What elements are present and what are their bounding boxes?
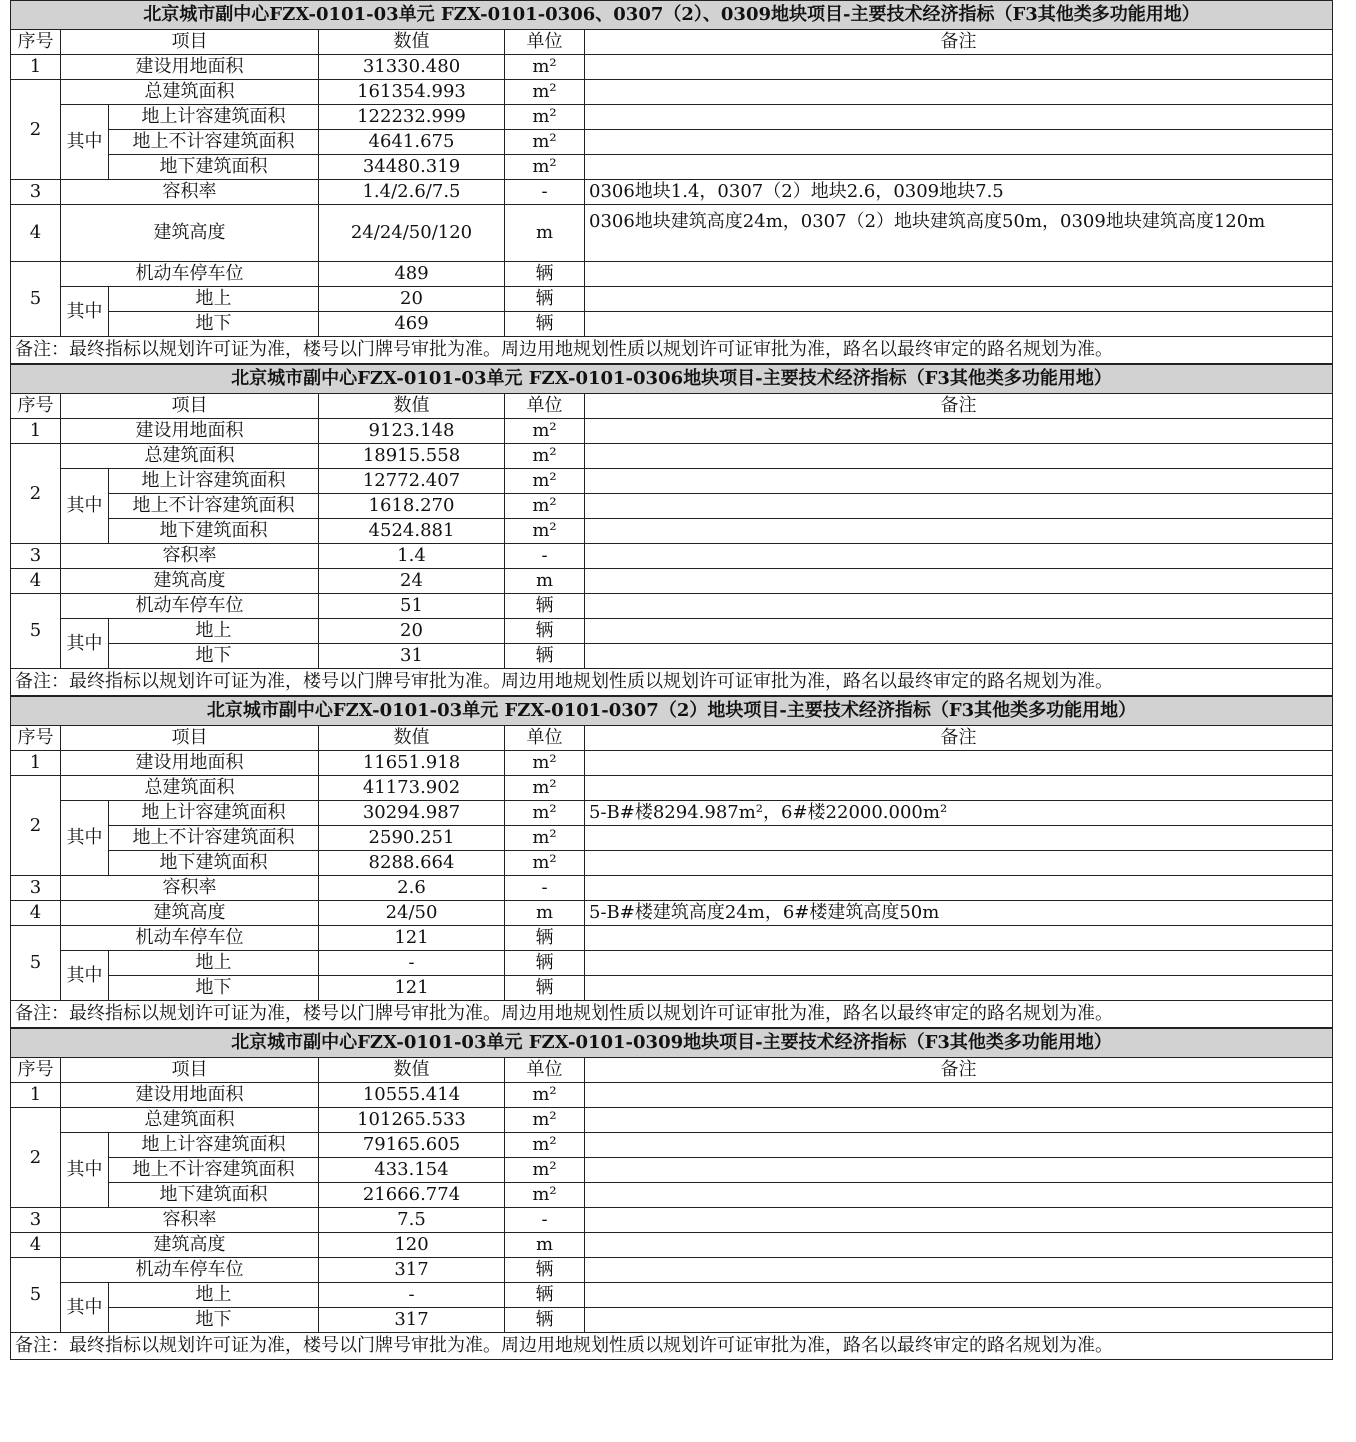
table-row [11,1133,1333,1158]
row-value: 120 [319,1233,505,1258]
row-remark: 5-B#楼8294.987m²，6#楼22000.000m² [585,801,1333,826]
row-unit: m [505,569,585,594]
row-remark [585,312,1333,337]
table-row [11,262,1333,287]
row-item: 地下建筑面积 [109,851,319,876]
row-value: 121 [319,976,505,1001]
header-unit: 单位 [505,394,585,419]
header-seq: 序号 [11,1058,61,1083]
row-unit: m² [505,105,585,130]
row-item: 地上不计容建筑面积 [109,826,319,851]
row-remark [585,1133,1333,1158]
row-unit: 辆 [505,262,585,287]
table-row [11,851,1333,876]
table-row [11,1158,1333,1183]
row-seq: 1 [11,751,61,776]
row-item: 总建筑面积 [61,80,319,105]
row-seq: 3 [11,180,61,205]
row-item: 地下 [109,312,319,337]
header-seq: 序号 [11,30,61,55]
row-unit: m [505,1233,585,1258]
row-unit: 辆 [505,976,585,1001]
row-value: 1618.270 [319,494,505,519]
row-value: 489 [319,262,505,287]
row-unit: 辆 [505,1283,585,1308]
row-remark [585,1108,1333,1133]
row-seq: 4 [11,1233,61,1258]
row-item: 地上计容建筑面积 [109,1133,319,1158]
table-row [11,287,1333,312]
row-item: 地上 [109,1283,319,1308]
row-item: 机动车停车位 [61,262,319,287]
row-unit: m² [505,1133,585,1158]
row-seq: 2 [11,1108,61,1208]
table-row [11,926,1333,951]
row-remark: 0306地块建筑高度24m，0307（2）地块建筑高度50m，0309地块建筑高度120m [585,205,1333,262]
row-unit: m² [505,776,585,801]
row-unit: m² [505,80,585,105]
row-value: 11651.918 [319,751,505,776]
table-row [11,1283,1333,1308]
row-remark [585,155,1333,180]
table-row [11,619,1333,644]
row-unit: 辆 [505,619,585,644]
row-unit: m² [505,826,585,851]
table-title: 北京城市副中心FZX-0101-03单元 FZX-0101-0306地块项目-主要技术经济指标（F3其他类多功能用地） [11,365,1333,394]
row-remark [585,926,1333,951]
row-item: 地下建筑面积 [109,519,319,544]
row-remark [585,776,1333,801]
table-row [11,751,1333,776]
row-remark [585,1083,1333,1108]
row-seq: 1 [11,55,61,80]
row-value: 31 [319,644,505,669]
table-row [11,1208,1333,1233]
row-value: 24/50 [319,901,505,926]
row-item: 地上 [109,951,319,976]
header-item: 项目 [61,726,319,751]
table-title: 北京城市副中心FZX-0101-03单元 FZX-0101-0306、0307（2）、0309地块项目-主要技术经济指标（F3其他类多功能用地） [11,1,1333,30]
row-remark [585,1308,1333,1333]
header-seq: 序号 [11,394,61,419]
row-remark [585,751,1333,776]
table-title: 北京城市副中心FZX-0101-03单元 FZX-0101-0307（2）地块项目-主要技术经济指标（F3其他类多功能用地） [11,697,1333,726]
header-value: 数值 [319,30,505,55]
header-value: 数值 [319,394,505,419]
table-row [11,1083,1333,1108]
document-page [10,0,1346,1360]
of-which-label: 其中 [61,801,109,876]
of-which-label: 其中 [61,619,109,669]
row-remark [585,469,1333,494]
header-unit: 单位 [505,726,585,751]
header-seq: 序号 [11,726,61,751]
row-value: 4641.675 [319,130,505,155]
row-seq: 5 [11,262,61,337]
row-seq: 3 [11,1208,61,1233]
row-value: 31330.480 [319,55,505,80]
row-unit: m² [505,1083,585,1108]
row-unit: - [505,1208,585,1233]
header-unit: 单位 [505,30,585,55]
table-row [11,1258,1333,1283]
table-row [11,594,1333,619]
header-remark: 备注 [585,394,1333,419]
row-item: 建筑高度 [61,569,319,594]
table-row [11,569,1333,594]
row-unit: m² [505,444,585,469]
header-item: 项目 [61,1058,319,1083]
row-remark [585,544,1333,569]
table-note: 备注：最终指标以规划许可证为准，楼号以门牌号审批为准。周边用地规划性质以规划许可证审批为准，路名以最终审定的路名规划为准。 [11,1333,1333,1360]
table-row [11,444,1333,469]
row-unit: m² [505,1108,585,1133]
row-remark [585,1283,1333,1308]
row-item: 建筑高度 [61,205,319,262]
of-which-label: 其中 [61,105,109,180]
row-remark [585,1208,1333,1233]
row-seq: 4 [11,205,61,262]
row-unit: m² [505,751,585,776]
indicator-table-0307 [10,696,1333,1028]
row-unit: m [505,205,585,262]
row-unit: m² [505,494,585,519]
row-remark [585,1158,1333,1183]
table-row [11,644,1333,669]
row-unit: m² [505,55,585,80]
row-remark [585,444,1333,469]
table-row [11,80,1333,105]
row-value: 30294.987 [319,801,505,826]
row-unit: m² [505,130,585,155]
row-item: 机动车停车位 [61,1258,319,1283]
row-value: 10555.414 [319,1083,505,1108]
table-row [11,205,1333,262]
row-remark [585,287,1333,312]
indicator-table-0306 [10,364,1333,696]
row-value: 2.6 [319,876,505,901]
row-remark [585,876,1333,901]
header-remark: 备注 [585,1058,1333,1083]
header-item: 项目 [61,394,319,419]
row-remark [585,494,1333,519]
row-value: 21666.774 [319,1183,505,1208]
row-seq: 3 [11,876,61,901]
table-row [11,951,1333,976]
row-value: 7.5 [319,1208,505,1233]
table-note: 备注：最终指标以规划许可证为准，楼号以门牌号审批为准。周边用地规划性质以规划许可证审批为准，路名以最终审定的路名规划为准。 [11,337,1333,364]
row-value: 18915.558 [319,444,505,469]
row-remark [585,826,1333,851]
row-unit: - [505,876,585,901]
row-seq: 2 [11,80,61,180]
row-unit: - [505,544,585,569]
row-item: 建设用地面积 [61,55,319,80]
row-value: 4524.881 [319,519,505,544]
row-value: 433.154 [319,1158,505,1183]
row-remark [585,1258,1333,1283]
table-row [11,876,1333,901]
row-item: 地下建筑面积 [109,155,319,180]
of-which-label: 其中 [61,1133,109,1208]
header-remark: 备注 [585,726,1333,751]
row-remark [585,1183,1333,1208]
table-row [11,544,1333,569]
row-remark: 5-B#楼建筑高度24m，6#楼建筑高度50m [585,901,1333,926]
table-row [11,1183,1333,1208]
row-value: 9123.148 [319,419,505,444]
header-value: 数值 [319,1058,505,1083]
row-value: 20 [319,619,505,644]
row-seq: 4 [11,569,61,594]
row-remark [585,130,1333,155]
table-row [11,55,1333,80]
row-seq: 1 [11,1083,61,1108]
row-remark [585,80,1333,105]
row-item: 机动车停车位 [61,594,319,619]
table-row [11,494,1333,519]
row-item: 地上不计容建筑面积 [109,494,319,519]
row-value: 12772.407 [319,469,505,494]
row-item: 地上计容建筑面积 [109,801,319,826]
row-remark [585,851,1333,876]
indicator-table-0309 [10,1028,1333,1360]
row-item: 总建筑面积 [61,444,319,469]
row-remark: 0306地块1.4，0307（2）地块2.6，0309地块7.5 [585,180,1333,205]
row-item: 地上计容建筑面积 [109,105,319,130]
row-item: 地下 [109,976,319,1001]
row-unit: m² [505,419,585,444]
table-row [11,419,1333,444]
row-seq: 5 [11,926,61,1001]
row-item: 总建筑面积 [61,1108,319,1133]
row-value: 1.4/2.6/7.5 [319,180,505,205]
header-unit: 单位 [505,1058,585,1083]
table-row [11,519,1333,544]
of-which-label: 其中 [61,951,109,1001]
table-row [11,1308,1333,1333]
row-value: 24/24/50/120 [319,205,505,262]
table-note: 备注：最终指标以规划许可证为准，楼号以门牌号审批为准。周边用地规划性质以规划许可证审批为准，路名以最终审定的路名规划为准。 [11,1001,1333,1028]
table-row [11,312,1333,337]
table-note: 备注：最终指标以规划许可证为准，楼号以门牌号审批为准。周边用地规划性质以规划许可证审批为准，路名以最终审定的路名规划为准。 [11,669,1333,696]
row-item: 容积率 [61,180,319,205]
row-remark [585,976,1333,1001]
row-item: 地下建筑面积 [109,1183,319,1208]
row-item: 地下 [109,1308,319,1333]
row-item: 地上 [109,287,319,312]
table-row [11,776,1333,801]
table-row [11,901,1333,926]
row-unit: m² [505,469,585,494]
row-value: - [319,1283,505,1308]
row-unit: - [505,180,585,205]
indicator-table-combined [10,0,1333,364]
row-item: 地上不计容建筑面积 [109,1158,319,1183]
row-unit: m² [505,801,585,826]
row-unit: 辆 [505,312,585,337]
row-value: 79165.605 [319,1133,505,1158]
table-row [11,826,1333,851]
row-item: 机动车停车位 [61,926,319,951]
row-unit: m² [505,519,585,544]
row-value: 317 [319,1308,505,1333]
row-item: 地下 [109,644,319,669]
row-item: 建设用地面积 [61,419,319,444]
row-value: 20 [319,287,505,312]
row-remark [585,619,1333,644]
row-remark [585,951,1333,976]
row-unit: 辆 [505,926,585,951]
row-remark [585,105,1333,130]
row-value: - [319,951,505,976]
row-remark [585,519,1333,544]
row-item: 容积率 [61,876,319,901]
row-value: 2590.251 [319,826,505,851]
row-unit: m² [505,1158,585,1183]
row-unit: 辆 [505,951,585,976]
row-unit: m² [505,155,585,180]
row-unit: m² [505,851,585,876]
row-value: 161354.993 [319,80,505,105]
row-remark [585,262,1333,287]
row-item: 建筑高度 [61,1233,319,1258]
table-row [11,1108,1333,1133]
row-seq: 5 [11,1258,61,1333]
row-seq: 2 [11,776,61,876]
table-row [11,469,1333,494]
table-row [11,180,1333,205]
row-value: 1.4 [319,544,505,569]
row-item: 建设用地面积 [61,751,319,776]
table-row [11,105,1333,130]
row-unit: 辆 [505,287,585,312]
row-seq: 2 [11,444,61,544]
table-row [11,1233,1333,1258]
row-item: 容积率 [61,1208,319,1233]
row-remark [585,55,1333,80]
row-value: 121 [319,926,505,951]
row-unit: 辆 [505,1308,585,1333]
row-value: 469 [319,312,505,337]
row-value: 317 [319,1258,505,1283]
row-seq: 5 [11,594,61,669]
header-remark: 备注 [585,30,1333,55]
table-title: 北京城市副中心FZX-0101-03单元 FZX-0101-0309地块项目-主要技术经济指标（F3其他类多功能用地） [11,1029,1333,1058]
row-unit: m² [505,1183,585,1208]
of-which-label: 其中 [61,469,109,544]
row-unit: 辆 [505,644,585,669]
row-seq: 3 [11,544,61,569]
row-item: 容积率 [61,544,319,569]
row-value: 24 [319,569,505,594]
row-remark [585,594,1333,619]
row-item: 建筑高度 [61,901,319,926]
row-value: 51 [319,594,505,619]
row-item: 地上 [109,619,319,644]
table-row [11,155,1333,180]
table-row [11,130,1333,155]
row-item: 总建筑面积 [61,776,319,801]
row-remark [585,1233,1333,1258]
row-unit: m [505,901,585,926]
row-item: 地上不计容建筑面积 [109,130,319,155]
row-value: 34480.319 [319,155,505,180]
row-item: 建设用地面积 [61,1083,319,1108]
of-which-label: 其中 [61,287,109,337]
row-remark [585,644,1333,669]
row-value: 8288.664 [319,851,505,876]
row-remark [585,569,1333,594]
row-value: 41173.902 [319,776,505,801]
row-value: 101265.533 [319,1108,505,1133]
table-row [11,801,1333,826]
header-value: 数值 [319,726,505,751]
row-unit: 辆 [505,594,585,619]
of-which-label: 其中 [61,1283,109,1333]
row-remark [585,419,1333,444]
row-seq: 4 [11,901,61,926]
row-seq: 1 [11,419,61,444]
row-value: 122232.999 [319,105,505,130]
row-item: 地上计容建筑面积 [109,469,319,494]
table-row [11,976,1333,1001]
row-unit: 辆 [505,1258,585,1283]
header-item: 项目 [61,30,319,55]
